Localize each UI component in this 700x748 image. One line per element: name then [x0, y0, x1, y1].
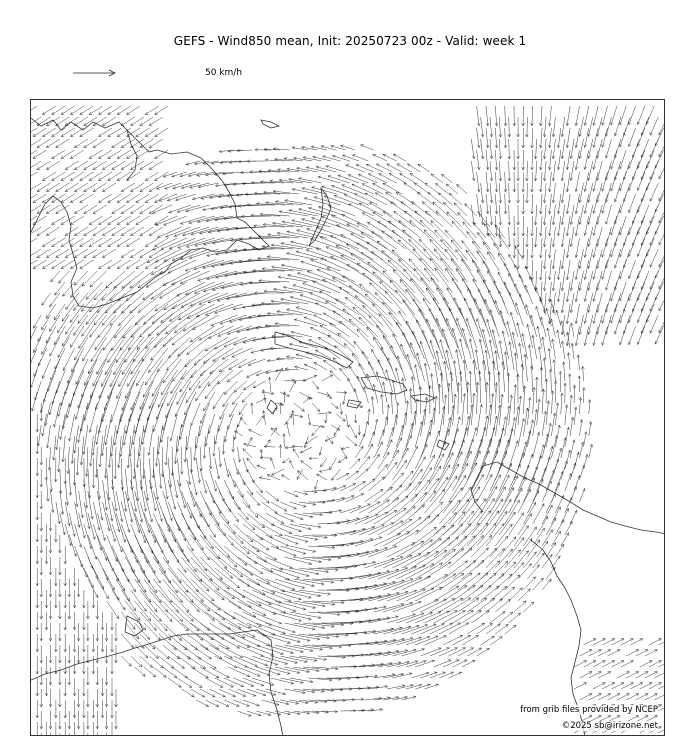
west-africa-coast — [31, 630, 283, 736]
south-america-coast — [483, 462, 665, 534]
map-canvas — [31, 100, 665, 736]
chart-title: GEFS - Wind850 mean, Init: 20250723 00z - Valid: week 1 — [173, 34, 527, 48]
wind-map — [30, 99, 665, 736]
copyright-credit: ©2025 sb@irizone.net — [561, 721, 658, 731]
lake-outline — [261, 120, 279, 128]
reference-arrow-icon — [72, 68, 118, 78]
wind-vector-field — [31, 106, 665, 736]
wind-arrow-path — [31, 106, 665, 736]
reference-arrow-label: 50 km/h — [205, 68, 243, 78]
source-credit: from grib files provided by NCEP — [520, 705, 658, 715]
